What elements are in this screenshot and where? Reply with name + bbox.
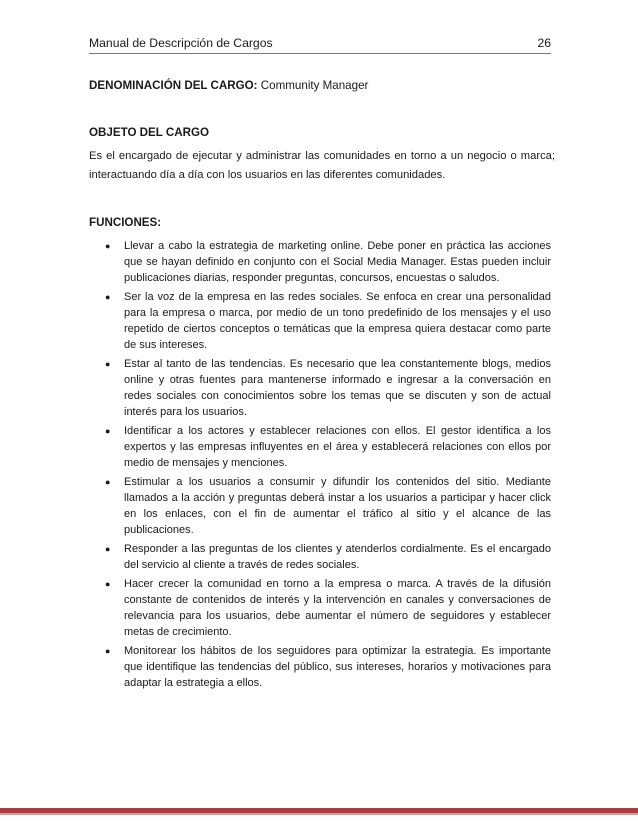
list-item-text: Ser la voz de la empresa en las redes sociales. Se enfoca en crear una personalidad para la empresa o marca, por medio de un tono predefinido de los mensajes y el uso repetido de ciertos conceptos o temáticas que la empresa quiera destacar como parte de sus intereses. bbox=[124, 291, 551, 351]
bullet-icon: ● bbox=[105, 241, 111, 251]
funciones-heading: FUNCIONES: bbox=[89, 216, 162, 229]
bullet-icon: ● bbox=[105, 579, 111, 589]
bullet-icon: ● bbox=[105, 359, 111, 369]
document-title: Manual de Descripción de Cargos bbox=[89, 36, 273, 50]
list-item bbox=[89, 474, 551, 538]
bullet-icon: ● bbox=[105, 477, 111, 487]
list-item bbox=[89, 541, 551, 573]
list-item bbox=[89, 289, 551, 353]
role-label: DENOMINACIÓN DEL CARGO: bbox=[89, 79, 258, 92]
list-item-text: Estimular a los usuarios a consumir y difundir los contenidos del sitio. Mediante llamados a la acción y preguntas deberá instar a los usuarios a participar y hacer click en los enlaces, con el fin de aumentar el tráfico al sitio y el alcance de las publicaciones. bbox=[124, 476, 551, 536]
page-header bbox=[89, 36, 551, 50]
list-item-text: Identificar a los actores y establecer relaciones con ellos. El gestor identifica a los expertos y las empresas influyentes en el área y establecerá relaciones con ellos por medio de mensajes y menciones. bbox=[124, 425, 551, 469]
list-item-text: Estar al tanto de las tendencias. Es necesario que lea constantemente blogs, medios online y otras fuentes para mantenerse informado e ingresar a la conversación en redes sociales con conocimientos sobre los temas que se discuten y son de actual interés para los usuarios. bbox=[124, 358, 551, 418]
objeto-paragraph: Es el encargado de ejecutar y administrar las comunidades en torno a un negocio o marca; interactuando día a día con los usuarios en las diferentes comunidades. bbox=[89, 150, 555, 181]
list-item-text: Responder a las preguntas de los clientes y atenderlos cordialmente. Es el encargado del servicio al cliente a través de redes sociales. bbox=[124, 543, 551, 571]
list-item bbox=[89, 238, 551, 286]
footer-bar-shadow bbox=[0, 813, 638, 815]
role-line bbox=[89, 79, 559, 92]
objeto-heading: OBJETO DEL CARGO bbox=[89, 126, 210, 139]
list-item-text: Llevar a cabo la estrategia de marketing online. Debe poner en práctica las acciones que se hayan definido en conjunto con el Social Media Manager. Estas pueden incluir publicaciones diarias, responder preguntas, concursos, encuestas o saludos. bbox=[124, 240, 551, 284]
list-item-text: Hacer crecer la comunidad en torno a la empresa o marca. A través de la difusión constante de contenidos de interés y la intervención en canales y conversaciones de relevancia para los usuarios, debe aumentar el número de seguidores y establecer metas de crecimiento. bbox=[124, 578, 551, 638]
bullet-icon: ● bbox=[105, 292, 111, 302]
header-divider bbox=[89, 53, 551, 54]
page-number: 26 bbox=[537, 36, 551, 50]
role-value: Community Manager bbox=[260, 79, 369, 92]
list-item bbox=[89, 643, 551, 691]
bullet-icon: ● bbox=[105, 544, 111, 554]
list-item bbox=[89, 576, 551, 640]
funciones-list bbox=[89, 238, 551, 694]
list-item-text: Monitorear los hábitos de los seguidores para optimizar la estrategia. Es importante que identifique las tendencias del público, sus intereses, horarios y motivaciones para adaptar la estrategia a ellos. bbox=[124, 645, 551, 689]
bullet-icon: ● bbox=[105, 426, 111, 436]
bullet-icon: ● bbox=[105, 646, 111, 656]
list-item bbox=[89, 356, 551, 420]
list-item bbox=[89, 423, 551, 471]
